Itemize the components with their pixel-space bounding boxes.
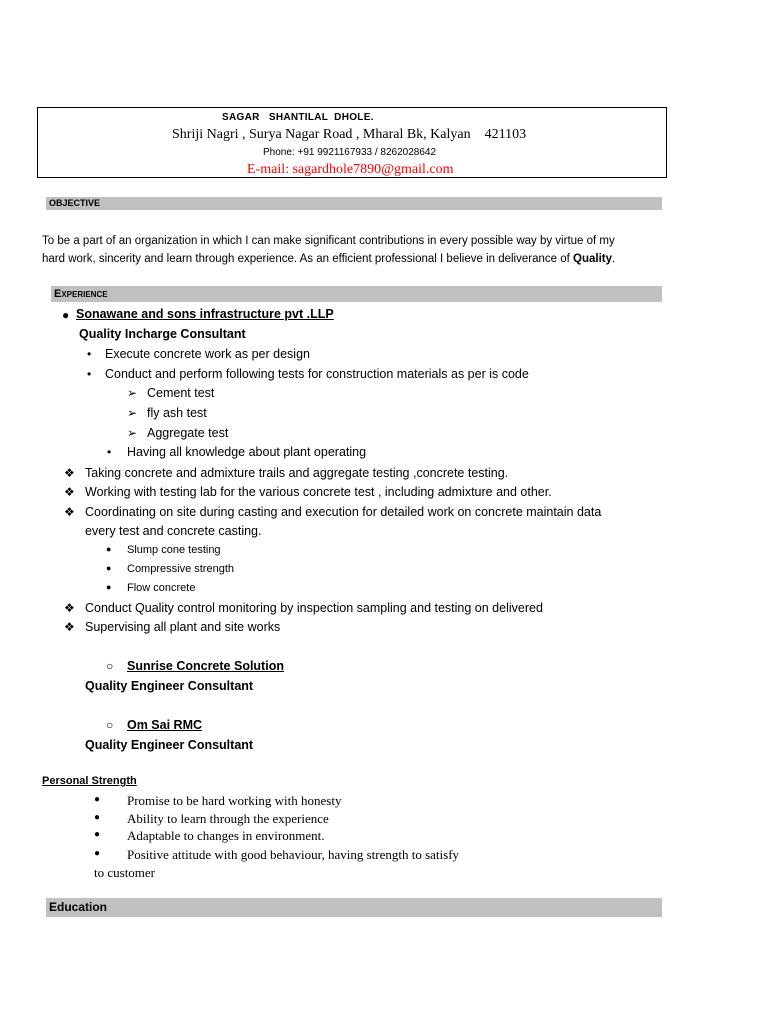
experience-heading-bar: [51, 286, 662, 302]
bullet-icon: ●: [62, 308, 70, 322]
diamond-bullet-icon: ❖: [64, 466, 75, 480]
bullet-icon: ●: [94, 794, 101, 805]
experience-heading: Experience: [54, 288, 108, 300]
sub-test-item: Slump cone testing: [127, 544, 221, 556]
objective-line-2-text: hard work, sincerity and learn through experience. As an efficient professional I believe in deliverance of: [42, 253, 574, 265]
company-1-role: Quality Incharge Consultant: [79, 327, 246, 341]
arrow-bullet-icon: ➢: [127, 386, 138, 400]
education-heading: Education: [49, 900, 108, 914]
company-1-name: Sonawane and sons infrastructure pvt .LLP: [76, 307, 334, 321]
duty-item: Execute concrete work as per design: [105, 347, 310, 361]
diamond-bullet-icon: ❖: [64, 620, 75, 634]
bullet-icon: ●: [106, 582, 112, 592]
candidate-email: E-mail: sagardhole7890@gmail.com: [247, 162, 454, 177]
company-2-role: Quality Engineer Consultant: [85, 679, 254, 693]
candidate-address: Shriji Nagri , Surya Nagar Road , Mharal Bk, Kalyan 421103: [172, 127, 527, 142]
duty-item: Having all knowledge about plant operating: [127, 445, 367, 459]
personal-strength-heading: Personal Strength: [42, 775, 137, 787]
sub-test-item: Flow concrete: [127, 582, 196, 594]
objective-heading: OBJECTIVE: [49, 198, 101, 208]
company-2-name: Sunrise Concrete Solution: [127, 659, 284, 673]
education-heading-bar: [46, 898, 662, 917]
arrow-bullet-icon: ➢: [127, 426, 138, 440]
bullet-icon: ●: [106, 544, 112, 554]
bullet-icon: ●: [94, 848, 101, 859]
sub-test-item: Compressive strength: [127, 563, 234, 575]
objective-line-2: [42, 250, 662, 268]
circle-bullet-icon: ○: [106, 659, 114, 673]
objective-text: [42, 232, 662, 268]
test-item: Cement test: [147, 386, 215, 400]
strength-item: Promise to be hard working with honesty: [127, 793, 342, 808]
experience-point: Working with testing lab for the various concrete test , including admixture and other.: [85, 485, 552, 499]
bullet-icon: ●: [94, 812, 101, 823]
test-item: fly ash test: [147, 406, 207, 420]
diamond-bullet-icon: ❖: [64, 601, 75, 615]
strength-item: Ability to learn through the experience: [127, 811, 329, 826]
diamond-bullet-icon: ❖: [64, 505, 75, 519]
duty-item: Conduct and perform following tests for construction materials as per is code: [105, 367, 529, 381]
objective-quality-word: Quality: [573, 253, 612, 265]
bullet-icon: ●: [94, 829, 101, 840]
objective-heading-bar: [46, 197, 662, 210]
bullet-icon: •: [87, 347, 92, 361]
test-item: Aggregate test: [147, 426, 229, 440]
objective-line-1: To be a part of an organization in which I can make significant contributions in every possible way by virtue of my: [42, 235, 615, 247]
diamond-bullet-icon: ❖: [64, 485, 75, 499]
strength-item-continued: to customer: [94, 865, 156, 880]
experience-point: Supervising all plant and site works: [85, 620, 281, 634]
candidate-phone: Phone: +91 9921167933 / 8262028642: [263, 147, 437, 158]
bullet-icon: •: [87, 367, 92, 381]
experience-point: Conduct Quality control monitoring by inspection sampling and testing on delivered: [85, 601, 543, 615]
experience-point: Coordinating on site during casting and execution for detailed work on concrete maintain data: [85, 505, 602, 519]
circle-bullet-icon: ○: [106, 718, 114, 732]
bullet-icon: ●: [106, 563, 112, 573]
candidate-name: SAGAR SHANTILAL DHOLE.: [222, 112, 374, 123]
bullet-icon: •: [107, 445, 112, 459]
arrow-bullet-icon: ➢: [127, 406, 138, 420]
experience-point: Taking concrete and admixture trails and aggregate testing ,concrete testing.: [85, 466, 509, 480]
company-3-name: Om Sai RMC: [127, 718, 203, 732]
strength-item: Adaptable to changes in environment.: [127, 828, 325, 843]
strength-item: Positive attitude with good behaviour, having strength to satisfy: [127, 847, 460, 862]
objective-line-2-end: .: [612, 253, 616, 265]
experience-point-continued: every test and concrete casting.: [85, 524, 262, 538]
company-3-role: Quality Engineer Consultant: [85, 738, 254, 752]
